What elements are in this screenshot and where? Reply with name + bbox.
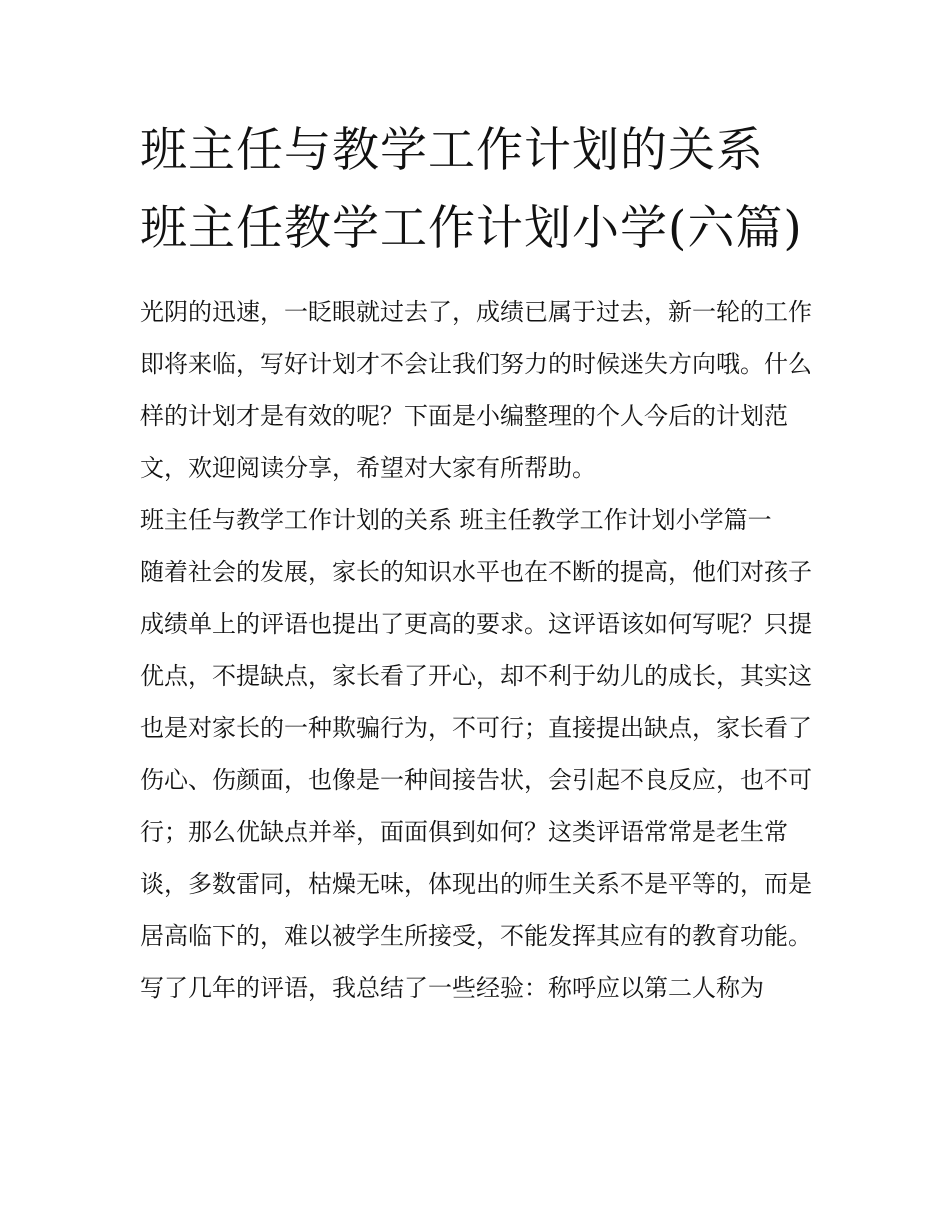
document-content <box>140 112 820 1014</box>
body-paragraph: 随着社会的发展，家长的知识水平也在不断的提高，他们对孩子成绩单上的评语也提出了更高的要求。这评语该如何写呢？只提优点，不提缺点，家长看了开心，却不利于幼儿的成长，其实这也是对家长的一种欺骗行为，不可行；直接提出缺点，家长看了伤心、伤颜面，也像是一种间接告状，会引起不良反应，也不可行；那么优缺点并举，面面俱到如何？这类评语常常是老生常谈，多数雷同，枯燥无味，体现出的师生关系不是平等的，而是居高临下的，难以被学生所接受，不能发挥其应有的教育功能。 <box>140 558 812 950</box>
section-heading: 班主任与教学工作计划的关系 班主任教学工作计划小学篇一 <box>140 506 772 534</box>
body-paragraph-continued: 写了几年的评语，我总结了一些经验：称呼应以第二人称为 <box>140 974 764 1002</box>
document-title: 班主任与教学工作计划的关系 班主任教学工作计划小学(六篇) <box>140 123 803 256</box>
intro-paragraph: 光阴的迅速，一眨眼就过去了，成绩已属于过去，新一轮的工作即将来临，写好计划才不会让我们努力的时候迷失方向哦。什么样的计划才是有效的呢？下面是小编整理的个人今后的计划范文，欢迎阅读分享，希望对大家有所帮助。 <box>140 298 812 482</box>
